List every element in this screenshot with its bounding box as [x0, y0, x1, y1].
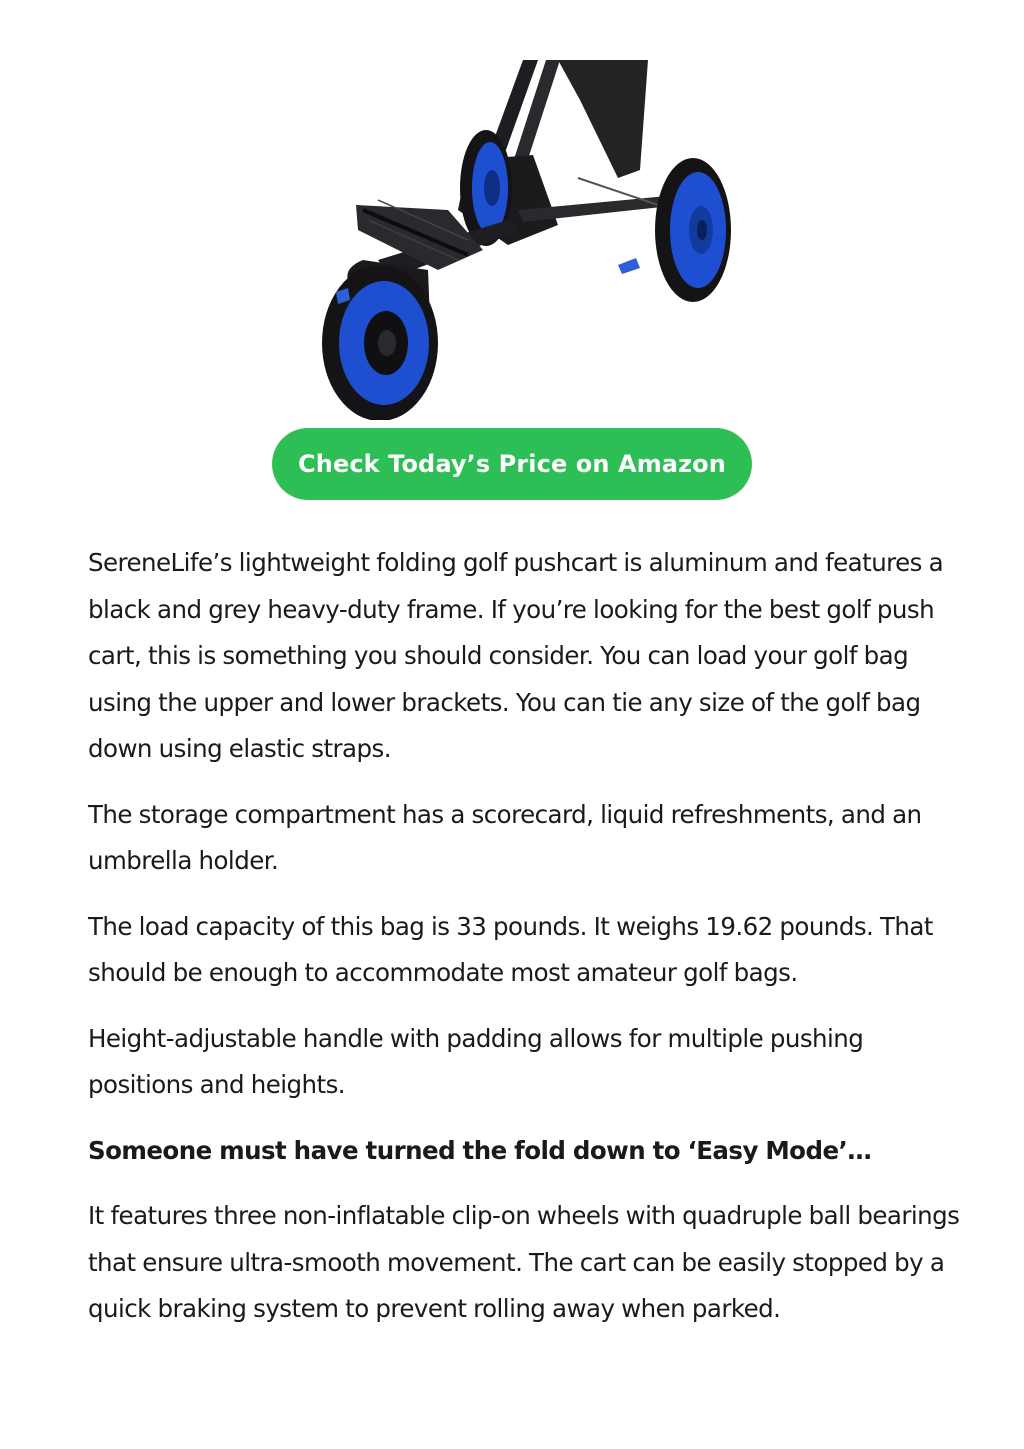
- subheading-easy-mode: Someone must have turned the fold down to ‘Easy Mode’…: [88, 1135, 872, 1165]
- paragraph-wheels: It features three non-inflatable clip-on wheels with quadruple ball bearings that ensure ultra-smooth movement. The cart can be easily stopped by a quick braking system to prevent rolling away when parked.: [88, 1201, 960, 1323]
- product-image: [318, 60, 738, 420]
- article-body: [88, 540, 968, 1352]
- cart-bag: [558, 60, 648, 178]
- paragraph-intro: SereneLife’s lightweight folding golf pushcart is aluminum and features a black and grey heavy-duty frame. If you’re looking for the best golf push cart, this is something you should consider. You can load your golf bag using the upper and lower brackets. You can tie any size of the golf bag down using elastic straps.: [88, 548, 944, 763]
- paragraph-capacity: The load capacity of this bag is 33 pounds. It weighs 19.62 pounds. That should be enough to accommodate most amateur golf bags.: [88, 911, 933, 987]
- paragraph-handle: Height-adjustable handle with padding allows for multiple pushing positions and heights.: [88, 1023, 864, 1099]
- rear-right-wheel: [655, 158, 731, 302]
- check-price-amazon-button[interactable]: Check Today’s Price on Amazon: [272, 428, 752, 500]
- paragraph-storage: The storage compartment has a scorecard, liquid refreshments, and an umbrella holder.: [88, 799, 922, 875]
- front-wheel: [322, 265, 438, 420]
